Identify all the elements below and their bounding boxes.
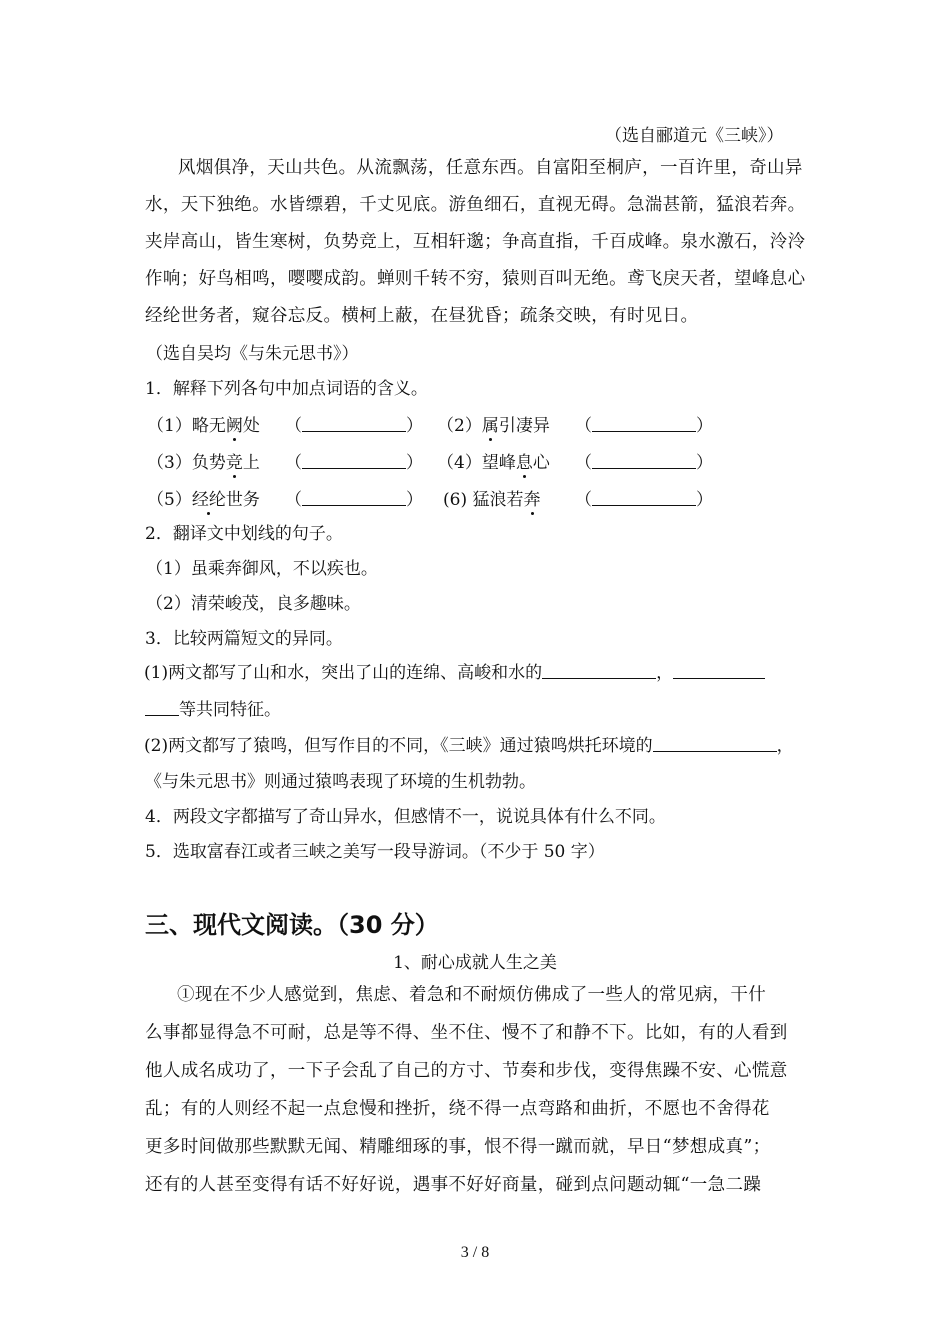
- passage-line: 水，天下独绝。水皆缥碧，千丈见底。游鱼细石，直视无碍。急湍甚箭，猛浪若奔。: [145, 195, 806, 215]
- dotted-character: 经纶: [192, 485, 226, 510]
- answer-blank[interactable]: [145, 699, 179, 716]
- source-citation-sanxia: （选自郦道元《三峡》）: [605, 126, 784, 146]
- q1-answer-blank-4[interactable]: （ ）: [575, 453, 713, 473]
- article-line: 乱；有的人则经不起一点怠慢和挫折，绕不得一点弯路和曲折，不愿也不舍得花: [145, 1099, 770, 1119]
- article-line: 他人成名成功了，一下子会乱了自己的方寸、节奏和步伐，变得焦躁不安、心慌意: [145, 1061, 788, 1081]
- question-4: 4．两段文字都描写了奇山异水，但感情不一，说说具体有什么不同。: [145, 807, 666, 827]
- dotted-character: 奔: [524, 485, 541, 510]
- article-title: 1、耐心成就人生之美: [393, 953, 557, 973]
- article-line: 么事都显得急不可耐，总是等不得、坐不住、慢不了和静不下。比如，有的人看到: [145, 1023, 788, 1043]
- question-3-part-1-cont: 等共同特征。: [145, 698, 281, 722]
- q1-item-1: （1）略无阙处: [147, 411, 260, 436]
- dotted-character: 竞: [226, 448, 243, 473]
- page-number: 3 / 8: [460, 1244, 490, 1261]
- article-line: ①现在不少人感觉到，焦虑、着急和不耐烦仿佛成了一些人的常见病，干什: [177, 985, 767, 1005]
- dotted-character: 息: [516, 448, 533, 473]
- q1-item-3: （3）负势竞上: [147, 448, 260, 473]
- q1-answer-blank-1[interactable]: （ ）: [285, 416, 423, 436]
- passage-line: 作响；好鸟相鸣，嘤嘤成韵。蝉则千转不穷，猿则百叫无绝。鸢飞戾天者，望峰息心: [145, 269, 806, 289]
- question-2-stem: 2．翻译文中划线的句子。: [145, 524, 343, 544]
- question-1-stem: 1．解释下列各句中加点词语的含义。: [145, 379, 428, 399]
- passage-line: 风烟俱净，天山共色。从流飘荡，任意东西。自富阳至桐庐，一百许里，奇山异: [178, 158, 803, 178]
- q1-item-6: (6) 猛浪若奔: [443, 485, 541, 510]
- question-3-part-2-cont: 《与朱元思书》则通过猿鸣表现了环境的生机勃勃。: [145, 772, 536, 792]
- dotted-character: 属: [482, 411, 499, 436]
- question-3-part-2: (2)两文都写了猿鸣，但写作目的不同，《三峡》通过猿鸣烘托环境的 ，: [144, 736, 794, 756]
- article-line: 更多时间做那些默默无闻、精雕细琢的事，恨不得一蹴而就，早日“梦想成真”；: [145, 1137, 771, 1157]
- article-line: 还有的人甚至变得有话不好好说，遇事不好好商量，碰到点问题动辄“一急二躁: [145, 1175, 762, 1195]
- question-2-sentence-2: （2）清荣峻茂，良多趣味。: [146, 594, 361, 614]
- answer-blank[interactable]: [653, 735, 777, 752]
- question-3-stem: 3．比较两篇短文的异同。: [145, 629, 343, 649]
- q1-answer-blank-3[interactable]: （ ）: [285, 453, 423, 473]
- q1-item-4: （4）望峰息心: [437, 448, 550, 473]
- question-2-sentence-1: （1）虽乘奔御风，不以疾也。: [146, 559, 378, 579]
- q1-answer-blank-2[interactable]: （ ）: [575, 416, 713, 436]
- passage-line: 经纶世务者，窥谷忘反。横柯上蔽，在昼犹昏；疏条交映，有时见日。: [145, 306, 699, 326]
- q1-answer-blank-5[interactable]: （ ）: [285, 490, 423, 510]
- q1-item-2: （2）属引凄异: [437, 411, 550, 436]
- answer-blank[interactable]: [542, 662, 656, 679]
- section-heading: 三、现代文阅读。（30 分）: [145, 911, 439, 939]
- question-5: 5．选取富春江或者三峡之美写一段导游词。（不少于 50 字）: [145, 842, 605, 862]
- answer-blank[interactable]: [673, 662, 765, 679]
- q1-answer-blank-6[interactable]: （ ）: [575, 490, 713, 510]
- q1-item-5: （5）经纶世务: [147, 485, 260, 510]
- question-3-part-1: (1)两文都写了山和水，突出了山的连绵、高峻和水的 ，: [144, 661, 765, 685]
- source-citation-yuzhuyuansishu: （选自吴均《与朱元思书》）: [146, 344, 359, 364]
- dotted-character: 阙: [226, 411, 243, 436]
- passage-line: 夹岸高山，皆生寒树，负势竞上，互相轩邈；争高直指，千百成峰。泉水激石，泠泠: [145, 232, 806, 252]
